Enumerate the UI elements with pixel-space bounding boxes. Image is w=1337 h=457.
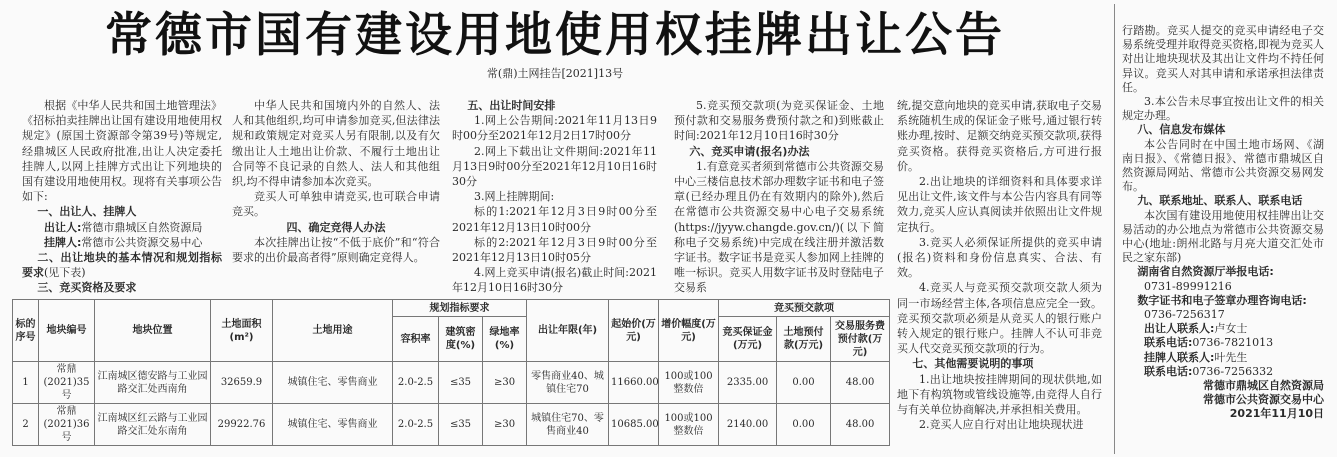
lister-value: 常德市公共资源交易中心 — [81, 235, 203, 249]
eligibility-paragraph: 中华人民共和国境内外的自然人、法人和其他组织,均可申请参加竞买,但法律法规和政策规定对竞买人另有限制,以及有欠缴出让人土地出让价款、不履行土地出让合同等不良记录的自然人、法人和其他组织,均不得申请参加本次竞买。 — [232, 99, 440, 189]
cell-code: 常鼎(2021)35号 — [39, 362, 95, 404]
header-planning-group: 规划指标要求 — [393, 300, 527, 317]
schedule-item-3: 3.网上挂牌期间: — [474, 190, 555, 204]
other-continued: 行踏勘。竞买人提交的竞买申请经电子交易系统受理并取得竞买资格,即视为竞买人对出让地块现状及其出让文件均不持任何异议。竞买人对其申请和承诺承担法律责任。 — [1122, 24, 1324, 94]
signature-org-2: 常德市公共资源交易中心 — [1203, 393, 1324, 407]
text-column-4 — [674, 98, 884, 296]
cell-increment: 100或100整数倍 — [659, 362, 719, 404]
header-area: 土地面积(m²) — [211, 300, 273, 362]
cell-location: 江南城区红云路与工业园路交汇处东南角 — [95, 404, 211, 446]
header-density: 建筑密度(%) — [439, 317, 483, 362]
table-row — [13, 404, 890, 446]
lister-phone-line: 联系电话:0736-7256332 — [1144, 364, 1274, 378]
text-column-1 — [22, 98, 222, 296]
cell-service-fee: 48.00 — [831, 404, 890, 446]
header-green: 绿地率(%) — [483, 317, 527, 362]
header-service-fee: 交易服务费预付款(万元) — [831, 317, 890, 362]
lister-label: 挂牌人: — [44, 235, 82, 249]
section-6-heading: 六、竞买申请(报名)办法 — [689, 144, 810, 158]
address-paragraph: 本次国有建设用地使用权挂牌出让交易活动的办公地点为常德市公共资源交易中心(地址:朗州北路与月亮大道交汇处市民之家东部) — [1122, 208, 1324, 265]
header-far: 容积率 — [393, 317, 439, 362]
section-8-heading: 八、信息发布媒体 — [1137, 123, 1226, 137]
cell-years: 城镇住宅70、零售商业40 — [527, 404, 609, 446]
signature-org-1: 常德市鼎城区自然资源局 — [1203, 379, 1324, 393]
text-column-2 — [232, 98, 440, 265]
section-7-heading: 七、其他需要说明的事项 — [912, 357, 1034, 371]
cell-prepay: 0.00 — [777, 404, 831, 446]
section-9-heading: 九、联系地址、联系人、联系电话 — [1137, 194, 1303, 208]
media-paragraph: 本公告同时在中国土地市场网、《湖南日报》、《常德日报》、常德市鼎城区自然资源局网站、常德市公共资源交易网发布。 — [1122, 137, 1324, 194]
schedule-item-3b: 标的2:2021年12月3日9时00分至2021年12月13日10时05分 — [452, 235, 657, 265]
section-2-heading: 二、出让地块的基本情况和规划指标要求(见下表) — [22, 251, 222, 280]
document-number: 常(鼎)土网挂告[2021]13号 — [486, 67, 624, 80]
cell-density: ≤35 — [439, 362, 483, 404]
intro-paragraph: 根据《中华人民共和国土地管理法》《招标拍卖挂牌出让国有建设用地使用权规定》(原国土资源部令第39号)等规定,经鼎城区人民政府批准,出让人决定委托挂牌人,以网上挂牌方式出让下列地块的国有建设用地使用权。现将有关事项公告如下: — [22, 99, 222, 204]
certificate-phone-label: 数字证书和电子签章办理咨询电话: — [1137, 293, 1307, 307]
lister-contact: 叶先生 — [1214, 350, 1248, 364]
land-parcel-table — [12, 299, 890, 446]
header-code: 地块编号 — [39, 300, 95, 362]
header-deposit-group: 竞买预交款项 — [719, 300, 890, 317]
header-location: 地块位置 — [95, 300, 211, 362]
registration-paragraph-1: 1.有意竞买者须到常德市公共资源交易中心三楼信息技术部办理数字证书和电子签章(已经办理且仍在有效期内的除外),然后在常德市公共资源交易中心电子交易系统(https://jyyw.changde.gov.cn/)(以下简称电子交易系统)中完成在线注册并激活数字证书。数字证书是竞买人参加网上挂牌的唯一标识。竞买人用数字证书及时登陆电子交易系 — [674, 159, 884, 295]
header-deposit: 竞买保证金(万元) — [719, 317, 777, 362]
cell-prepay: 0.00 — [777, 362, 831, 404]
lister-phone: 0736-7256332 — [1192, 364, 1274, 378]
header-increment: 增价幅度(万元) — [659, 300, 719, 362]
other-paragraph-1: 1.出让地块按挂牌期间的现状供地,如地下有构筑物或管线设施等,由竞得人自行与有关单位协商解决,并承担相关费用。 — [897, 372, 1102, 417]
table-header-row-1 — [13, 300, 890, 317]
section-5-heading: 五、出让时间安排 — [467, 99, 556, 112]
header-use: 土地用途 — [273, 300, 393, 362]
cell-years: 零售商业40、城镇住宅70 — [527, 362, 609, 404]
signature-date: 2021年11月10日 — [1229, 407, 1324, 421]
schedule-item-3a: 标的1:2021年12月3日9时00分至2021年12月13日10时00分 — [452, 205, 657, 234]
cell-seq: 2 — [13, 404, 39, 446]
report-phone-label: 湖南省自然资源厅举报电话: — [1137, 265, 1274, 279]
header-prepay: 土地预付款(万元) — [777, 317, 831, 362]
section-3-heading: 三、竞买资格及要求 — [37, 281, 137, 295]
seller-contact-line: 出让人联系人:卢女士 — [1144, 322, 1248, 336]
cell-green: ≥30 — [483, 362, 527, 404]
seller-label: 出让人: — [44, 220, 82, 234]
cell-area: 29922.76 — [211, 404, 273, 446]
lister-contact-line: 挂牌人联系人:叶先生 — [1144, 350, 1248, 364]
certificate-phone: 0736-7256317 — [1144, 308, 1225, 322]
schedule-item-4: 4.网上竞买申请(报名)截止时间:2021年12月10日16时30分 — [452, 266, 657, 295]
seller-phone: 0736-7821013 — [1192, 336, 1274, 350]
lister-line — [22, 235, 222, 250]
column-divider — [1114, 4, 1115, 454]
cell-use: 城镇住宅、零售商业 — [273, 404, 393, 446]
header-seq: 标的序号 — [13, 300, 39, 362]
report-phone: 0731-89991216 — [1144, 279, 1232, 293]
section-4-heading: 四、确定竞得人办法 — [286, 220, 386, 234]
schedule-item-2: 2.网上下载出让文件期间:2021年11月13日9时00分至2021年12月10日16时30分 — [452, 144, 657, 189]
section-2-note: (见下表) — [44, 266, 86, 280]
cell-deposit: 2140.00 — [719, 404, 777, 446]
seller-value: 常德市鼎城区自然资源局 — [81, 220, 203, 234]
cell-far: 2.0-2.5 — [393, 404, 439, 446]
text-column-6 — [1122, 24, 1324, 422]
cell-green: ≥30 — [483, 404, 527, 446]
registration-continued: 统,提交意向地块的竞买申请,获取电子交易系统随机生成的保证金子账号,通过银行转账办理,按时、足额交纳竞买预交款项,获得竞买资格。获得竞买资格后,方可进行报价。 — [897, 99, 1102, 173]
cell-location: 江南城区德安路与工业园路交汇处西南角 — [95, 362, 211, 404]
registration-paragraph-2: 2.出让地块的详细资料和具体要求详见出让文件,该文件与本公告内容具有同等效力,竞买人应认真阅读并依照出让文件规定执行。 — [897, 175, 1102, 234]
cell-service-fee: 48.00 — [831, 362, 890, 404]
section-1-heading: 一、出让人、挂牌人 — [37, 205, 137, 219]
text-column-5 — [897, 98, 1102, 432]
other-paragraph-2: 2.竞买人应自行对出让地块现状进 — [919, 418, 1084, 432]
schedule-item-5: 5.竞买预交款项(为竞买保证金、土地预付款和交易服务费预付款之和)到账截止时间:2021年12月10日16时30分 — [674, 99, 884, 143]
winner-rule-paragraph: 本次挂牌出让按“不低于底价”和“符合要求的出价最高者得”原则确定竞得人。 — [232, 235, 440, 265]
header-start-price: 起始价(万元) — [609, 300, 659, 362]
cell-code: 常鼎(2021)36号 — [39, 404, 95, 446]
seller-contact: 卢女士 — [1214, 322, 1248, 336]
cell-deposit: 2335.00 — [719, 362, 777, 404]
announcement-title: 常德市国有建设用地使用权挂牌出让公告 — [105, 8, 1005, 63]
text-column-3 — [452, 98, 657, 296]
header-years: 出让年限(年) — [527, 300, 609, 362]
seller-phone-line: 联系电话:0736-7821013 — [1144, 336, 1274, 350]
cell-density: ≤35 — [439, 404, 483, 446]
cell-start-price: 10685.00 — [609, 404, 659, 446]
cell-seq: 1 — [13, 362, 39, 404]
registration-paragraph-3: 3.竞买人必须保证所提供的竞买申请(报名)资料和身份信息真实、合法、有效。 — [897, 235, 1102, 280]
table-row — [13, 362, 890, 404]
schedule-item-1: 1.网上公告期间:2021年11月13日9时00分至2021年12月2日17时00分 — [452, 114, 657, 143]
seller-line — [22, 220, 222, 235]
cell-use: 城镇住宅、零售商业 — [273, 362, 393, 404]
joint-bid-paragraph: 竞买人可单独申请竞买,也可联合申请竞买。 — [232, 190, 440, 219]
other-paragraph-3: 3.本公告未尽事宜按出让文件的相关规定办理。 — [1122, 95, 1324, 123]
cell-increment: 100或100整数倍 — [659, 404, 719, 446]
registration-paragraph-4: 4.竞买人与竞买预交款项交款人须为同一市场经营主体,各项信息应完全一致。竞买预交款项必须是从竞买人的银行账户转入规定的银行账户。挂牌人不认可非竞买人代交竞买预交款项的行为。 — [897, 281, 1102, 356]
cell-area: 32659.9 — [211, 362, 273, 404]
cell-far: 2.0-2.5 — [393, 362, 439, 404]
cell-start-price: 11660.00 — [609, 362, 659, 404]
